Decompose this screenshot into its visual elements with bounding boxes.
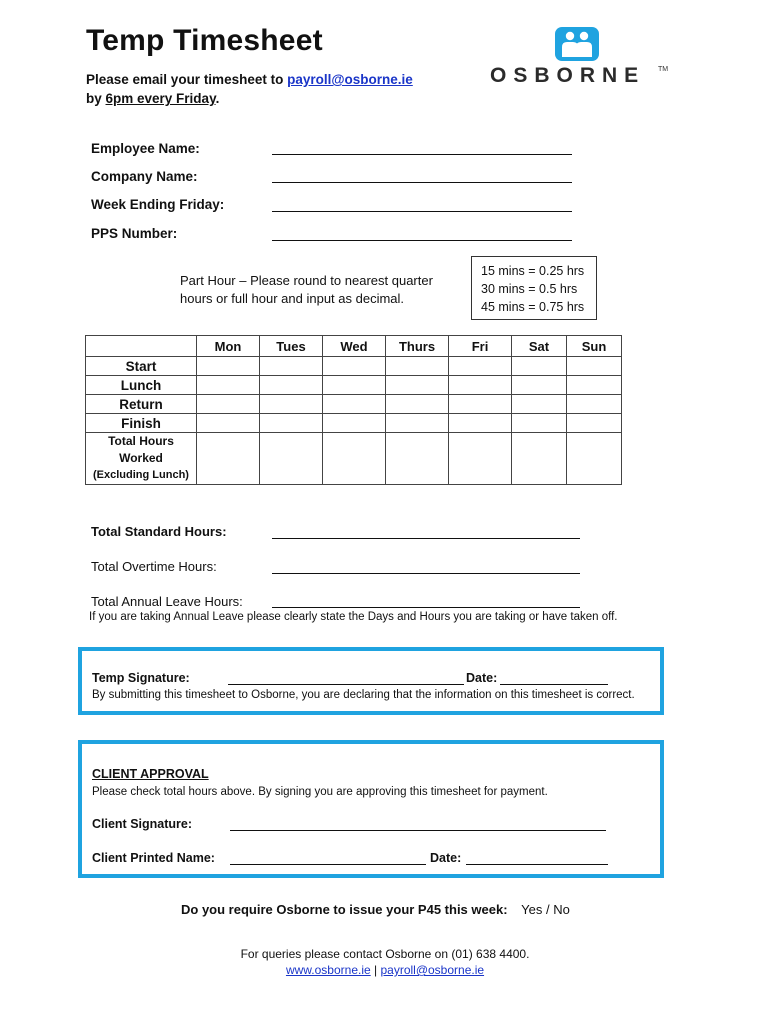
- cell[interactable]: [260, 376, 323, 395]
- osborne-people-icon: [555, 27, 599, 61]
- deadline-text: 6pm every Friday: [105, 91, 216, 106]
- p45-question: Do you require Osborne to issue your P45 this week:: [181, 902, 508, 917]
- cell[interactable]: [323, 376, 386, 395]
- employee-name-label: Employee Name:: [91, 141, 200, 156]
- table-row: [86, 376, 622, 395]
- day-header-mon: Mon: [197, 336, 260, 357]
- client-approval-panel: [78, 740, 664, 878]
- cell[interactable]: [260, 433, 323, 485]
- temp-signature-field[interactable]: [228, 684, 464, 685]
- cell[interactable]: [260, 395, 323, 414]
- cell[interactable]: [386, 433, 449, 485]
- total-annual-field[interactable]: [272, 607, 580, 608]
- cell[interactable]: [567, 395, 622, 414]
- day-header-tues: Tues: [260, 336, 323, 357]
- client-instruction: Please check total hours above. By signing you are approving this timesheet for payment.: [92, 786, 548, 798]
- day-header-thurs: Thurs: [386, 336, 449, 357]
- cell[interactable]: [512, 414, 567, 433]
- company-name-label: Company Name:: [91, 169, 198, 184]
- declaration-text: By submitting this timesheet to Osborne, you are declaring that the information on this timesheet is correct.: [92, 689, 635, 701]
- client-signature-label: Client Signature:: [92, 817, 193, 831]
- table-row: [86, 395, 622, 414]
- rounding-15: 15 mins = 0.25 hrs: [481, 264, 585, 278]
- cell[interactable]: [197, 376, 260, 395]
- rounding-guide: [471, 256, 597, 320]
- day-header-sat: Sat: [512, 336, 567, 357]
- page-title: Temp Timesheet: [86, 24, 323, 57]
- total-overtime-label: Total Overtime Hours:: [91, 559, 217, 574]
- cell[interactable]: [567, 357, 622, 376]
- website-link[interactable]: www.osborne.ie: [285, 963, 371, 977]
- client-printed-name-field[interactable]: [230, 864, 426, 865]
- p45-question-row: [181, 902, 570, 917]
- cell[interactable]: [512, 433, 567, 485]
- cell[interactable]: [512, 376, 567, 395]
- table-row: [86, 414, 622, 433]
- cell[interactable]: [323, 395, 386, 414]
- table-row: [86, 357, 622, 376]
- temp-signature-panel: [78, 647, 664, 715]
- pps-number-field[interactable]: [272, 240, 572, 241]
- table-row: [86, 433, 622, 485]
- cell[interactable]: [512, 395, 567, 414]
- temp-signature-label: Temp Signature:: [92, 671, 190, 685]
- client-printed-name-label: Client Printed Name:: [92, 851, 215, 865]
- company-name-field[interactable]: [272, 182, 572, 183]
- client-signature-field[interactable]: [230, 830, 606, 831]
- day-header-sun: Sun: [567, 336, 622, 357]
- cell[interactable]: [567, 376, 622, 395]
- cell[interactable]: [323, 357, 386, 376]
- part-hour-note: Part Hour – Please round to nearest quarter hours or full hour and input as decimal.: [180, 273, 433, 306]
- osborne-logo-text: OSBORNE: [490, 64, 646, 87]
- week-ending-label: Week Ending Friday:: [91, 197, 225, 212]
- cell[interactable]: [449, 395, 512, 414]
- timesheet-table: [85, 335, 622, 485]
- temp-date-field[interactable]: [500, 684, 608, 685]
- cell[interactable]: [197, 357, 260, 376]
- cell[interactable]: [567, 414, 622, 433]
- cell[interactable]: [323, 414, 386, 433]
- row-label-start: Start: [86, 357, 197, 376]
- footer-contact: For queries please contact Osborne on (01) 638 4400.: [240, 947, 530, 961]
- client-approval-heading: CLIENT APPROVAL: [92, 767, 209, 781]
- cell[interactable]: [512, 357, 567, 376]
- cell[interactable]: [260, 357, 323, 376]
- footer-links: www.osborne.ie | payroll@osborne.ie: [285, 963, 485, 977]
- week-ending-field[interactable]: [272, 211, 572, 212]
- cell[interactable]: [386, 376, 449, 395]
- rounding-30: 30 mins = 0.5 hrs: [481, 282, 578, 296]
- cell[interactable]: [449, 433, 512, 485]
- employee-name-field[interactable]: [272, 154, 572, 155]
- row-label-total-hours: Total Hours Worked (Excluding Lunch): [86, 433, 197, 485]
- p45-answer-options[interactable]: Yes / No: [521, 902, 570, 917]
- annual-leave-note: If you are taking Annual Leave please clearly state the Days and Hours you are taking or have taken off.: [89, 611, 618, 623]
- cell[interactable]: [197, 433, 260, 485]
- cell[interactable]: [260, 414, 323, 433]
- row-label-lunch: Lunch: [86, 376, 197, 395]
- row-label-finish: Finish: [86, 414, 197, 433]
- corner-cell: [86, 336, 197, 357]
- cell[interactable]: [449, 376, 512, 395]
- day-header-fri: Fri: [449, 336, 512, 357]
- intro-text: Please email your timesheet to payroll@osborne.ie by 6pm every Friday.: [86, 72, 413, 106]
- pps-number-label: PPS Number:: [91, 226, 178, 241]
- cell[interactable]: [386, 357, 449, 376]
- cell[interactable]: [449, 357, 512, 376]
- total-overtime-field[interactable]: [272, 573, 580, 574]
- cell[interactable]: [386, 395, 449, 414]
- cell[interactable]: [386, 414, 449, 433]
- total-standard-label: Total Standard Hours:: [91, 524, 227, 539]
- cell[interactable]: [197, 414, 260, 433]
- temp-date-label: Date:: [466, 671, 498, 685]
- row-label-return: Return: [86, 395, 197, 414]
- cell[interactable]: [323, 433, 386, 485]
- cell[interactable]: [449, 414, 512, 433]
- total-standard-field[interactable]: [272, 538, 580, 539]
- client-date-field[interactable]: [466, 864, 608, 865]
- total-annual-label: Total Annual Leave Hours:: [91, 594, 243, 609]
- footer-email-link[interactable]: payroll@osborne.ie: [380, 963, 485, 977]
- trademark-mark: TM: [658, 66, 669, 73]
- day-header-wed: Wed: [323, 336, 386, 357]
- cell[interactable]: [567, 433, 622, 485]
- rounding-45: 45 mins = 0.75 hrs: [481, 300, 585, 314]
- payroll-email-link[interactable]: payroll@osborne.ie: [287, 72, 413, 87]
- cell[interactable]: [197, 395, 260, 414]
- client-date-label: Date:: [430, 851, 462, 865]
- intro-line1: Please email your timesheet to: [86, 72, 288, 87]
